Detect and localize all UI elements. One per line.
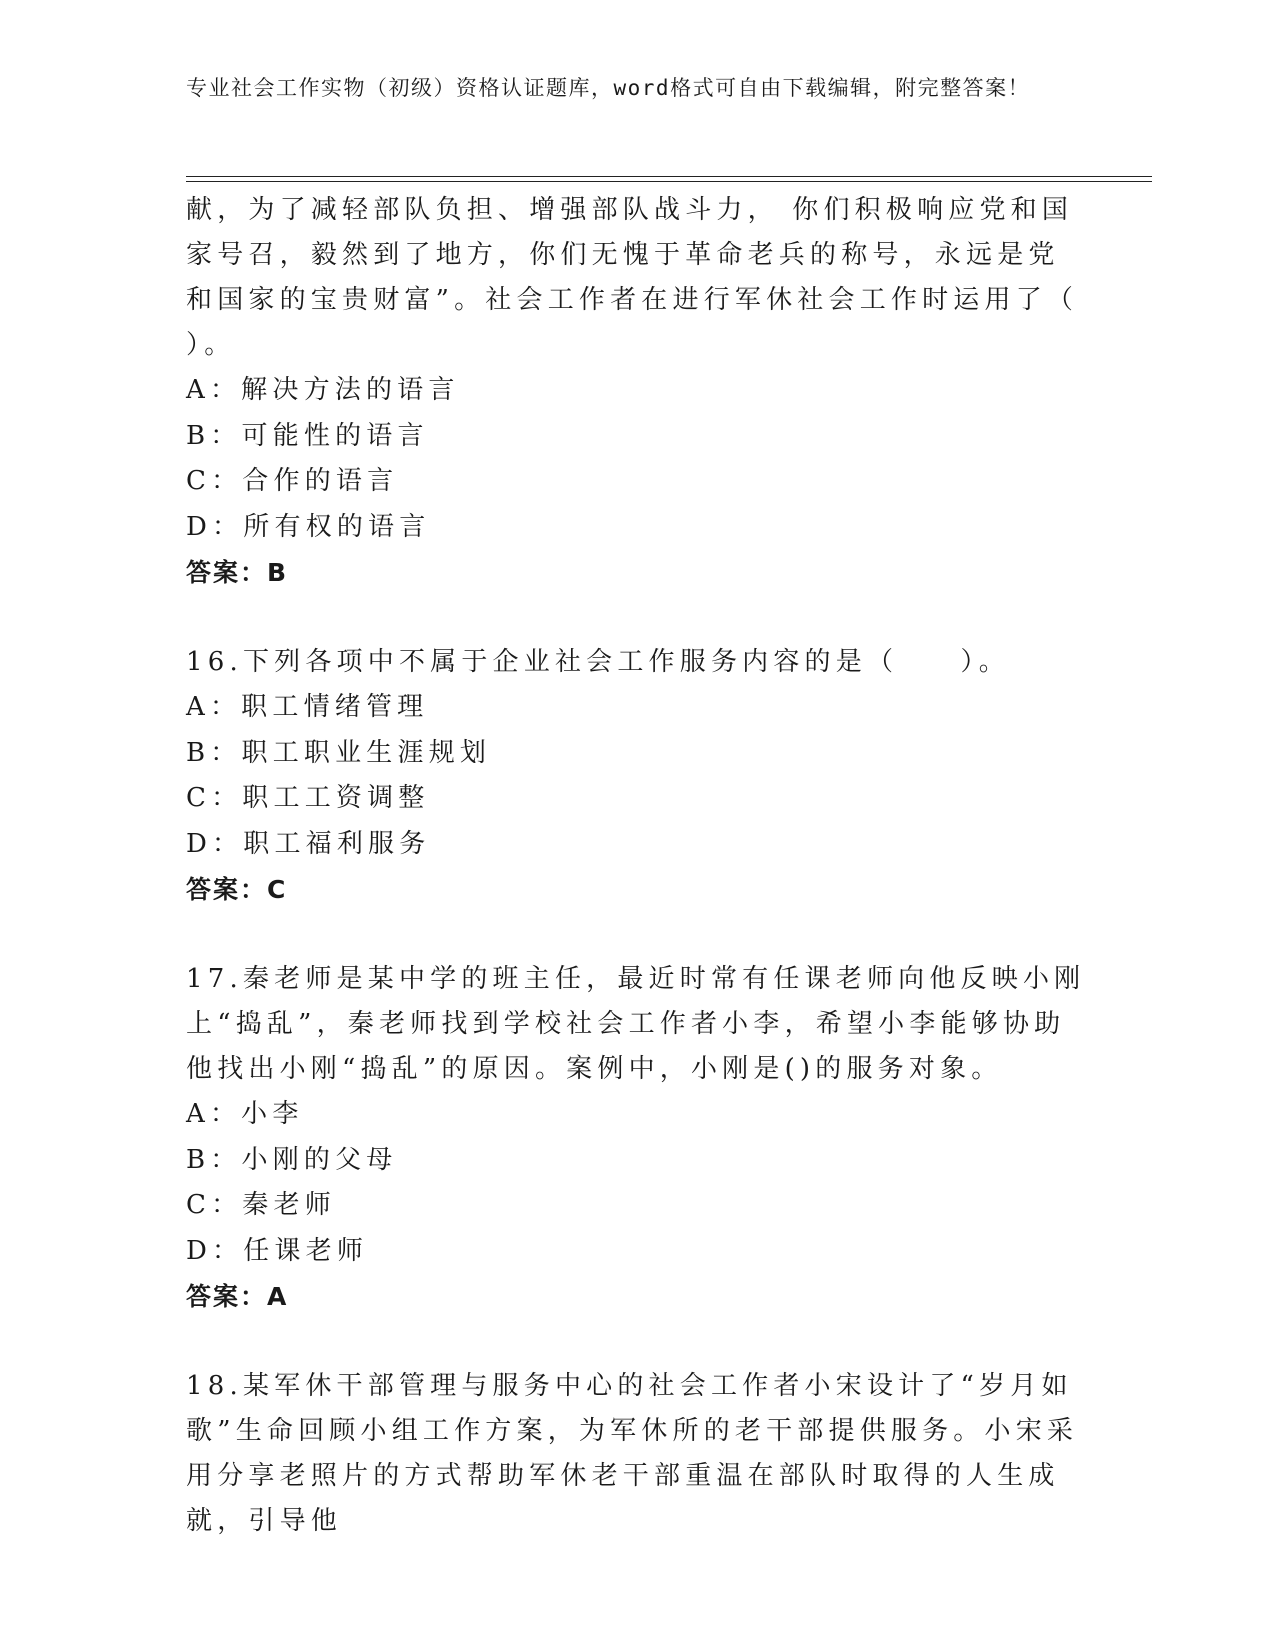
question-block-17 (186, 957, 1086, 1320)
option-a: A：小李 (186, 1099, 304, 1129)
option-d: D：任课老师 (186, 1235, 369, 1266)
option-b: B：可能性的语言 (186, 420, 429, 451)
question-block-18 (186, 1364, 1086, 1544)
header-rule-top (186, 176, 1152, 177)
option-b: B：小刚的父母 (186, 1144, 398, 1175)
question-stem: 17.秦老师是某中学的班主任，最近时常有任课老师向他反映小刚上“捣乱”，秦老师找到学校社会工作者小李，希望小李能够协助他找出小刚“捣乱”的原因。案例中，小刚是()的服务对象。 (186, 964, 1086, 1084)
answer-line: 答案：B (186, 558, 289, 587)
question-block-15 (186, 188, 1086, 596)
option-c: C：职工工资调整 (186, 783, 430, 813)
question-stem: 18.某军休干部管理与服务中心的社会工作者小宋设计了“岁月如歌”生命回顾小组工作方案，为军休所的老干部提供服务。小宋采用分享老照片的方式帮助军休老干部重温在部队时取得的人生成就，引导他 (186, 1371, 1079, 1536)
question-stem: 16.下列各项中不属于企业社会工作服务内容的是（ ）。 (186, 647, 1010, 677)
option-a: A：职工情绪管理 (186, 692, 429, 722)
option-c: C：合作的语言 (186, 466, 399, 496)
option-b: B：职工职业生涯规划 (186, 737, 492, 768)
question-block-16 (186, 640, 1086, 913)
option-d: D：职工福利服务 (186, 828, 431, 859)
option-d: D：所有权的语言 (186, 511, 431, 542)
question-stem: 献，为了减轻部队负担、增强部队战斗力， 你们积极响应党和国家号召，毅然到了地方，你们无愧于革命老兵的称号，永远是党和国家的宝贵财富”。社会工作者在进行军休社会工作时运用了（ ）。 (186, 195, 1079, 360)
spacer (186, 1320, 1086, 1364)
header-rule-bottom (186, 181, 1152, 182)
question-content (186, 188, 1086, 1544)
spacer (186, 913, 1086, 957)
answer-line: 答案：A (186, 1282, 289, 1311)
page-header: 专业社会工作实物（初级）资格认证题库，word格式可自由下载编辑，附完整答案！ (186, 76, 1031, 100)
option-a: A：解决方法的语言 (186, 375, 460, 405)
spacer (186, 596, 1086, 640)
answer-line: 答案：C (186, 875, 288, 904)
option-c: C：秦老师 (186, 1190, 336, 1220)
